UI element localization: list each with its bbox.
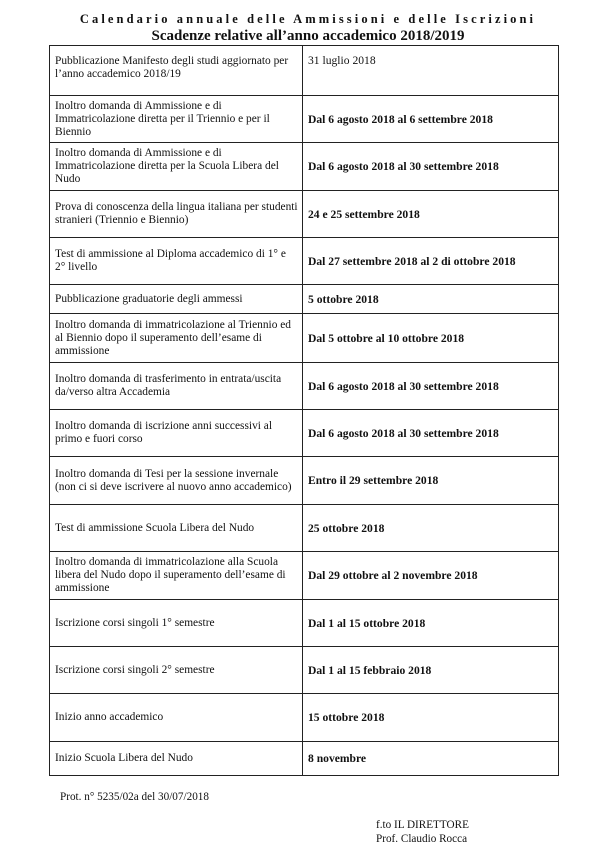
table-row xyxy=(50,742,559,776)
activity-cell: Inoltro domanda di Tesi per la sessione invernale (non ci si deve iscrivere al nuovo anno accademico) xyxy=(50,457,303,505)
table-row xyxy=(50,505,559,552)
table-row xyxy=(50,363,559,410)
activity-cell: Inoltro domanda di Ammissione e di Immatricolazione diretta per il Triennio e per il Biennio xyxy=(50,96,303,143)
activity-cell: Inizio Scuola Libera del Nudo xyxy=(50,742,303,776)
protocol-number: Prot. n° 5235/02a del 30/07/2018 xyxy=(60,791,209,803)
activity-cell: Inizio anno accademico xyxy=(50,694,303,742)
signature-title: f.to IL DIRETTORE xyxy=(376,819,469,831)
activity-cell: Inoltro domanda di Ammissione e di Immatricolazione diretta per la Scuola Libera del Nudo xyxy=(50,143,303,191)
table-row xyxy=(50,457,559,505)
activity-cell: Iscrizione corsi singoli 1° semestre xyxy=(50,600,303,647)
deadline-cell: Dal 5 ottobre al 10 ottobre 2018 xyxy=(303,314,559,363)
table-row xyxy=(50,314,559,363)
signature-block xyxy=(376,818,469,846)
deadline-cell: 8 novembre xyxy=(303,742,559,776)
table-row xyxy=(50,600,559,647)
table-row xyxy=(50,46,559,96)
table-row xyxy=(50,552,559,600)
activity-cell: Test di ammissione al Diploma accademico di 1° e 2° livello xyxy=(50,238,303,285)
table-row xyxy=(50,191,559,238)
deadlines-table xyxy=(49,45,559,776)
activity-cell: Test di ammissione Scuola Libera del Nudo xyxy=(50,505,303,552)
signature-name: Prof. Claudio Rocca xyxy=(376,833,468,845)
deadline-cell: 5 ottobre 2018 xyxy=(303,285,559,314)
deadline-cell: 15 ottobre 2018 xyxy=(303,694,559,742)
activity-cell: Inoltro domanda di trasferimento in entrata/uscita da/verso altra Accademia xyxy=(50,363,303,410)
deadline-cell: Dal 1 al 15 febbraio 2018 xyxy=(303,647,559,694)
table-row xyxy=(50,694,559,742)
deadline-cell: Dal 6 agosto 2018 al 30 settembre 2018 xyxy=(303,143,559,191)
deadline-cell: Dal 6 agosto 2018 al 6 settembre 2018 xyxy=(303,96,559,143)
activity-cell: Inoltro domanda di immatricolazione al Triennio ed al Biennio dopo il superamento dell’esame di ammissione xyxy=(50,314,303,363)
table-row xyxy=(50,96,559,143)
deadline-cell: Dal 27 settembre 2018 al 2 di ottobre 2018 xyxy=(303,238,559,285)
document-title: Calendario annuale delle Ammissioni e delle Iscrizioni xyxy=(79,12,537,26)
activity-cell: Iscrizione corsi singoli 2° semestre xyxy=(50,647,303,694)
table-row xyxy=(50,285,559,314)
activity-cell: Pubblicazione graduatorie degli ammessi xyxy=(50,285,303,314)
activity-cell: Prova di conoscenza della lingua italiana per studenti stranieri (Triennio e Biennio) xyxy=(50,191,303,238)
deadline-cell: 24 e 25 settembre 2018 xyxy=(303,191,559,238)
deadline-cell: Dal 1 al 15 ottobre 2018 xyxy=(303,600,559,647)
activity-cell: Inoltro domanda di iscrizione anni successivi al primo e fuori corso xyxy=(50,410,303,457)
deadline-cell: Dal 29 ottobre al 2 novembre 2018 xyxy=(303,552,559,600)
activity-cell: Inoltro domanda di immatricolazione alla Scuola libera del Nudo dopo il superamento dell’esame di ammissione xyxy=(50,552,303,600)
deadline-cell: 31 luglio 2018 xyxy=(303,46,559,96)
table-row xyxy=(50,410,559,457)
deadline-cell: Dal 6 agosto 2018 al 30 settembre 2018 xyxy=(303,410,559,457)
deadline-cell: Entro il 29 settembre 2018 xyxy=(303,457,559,505)
table-row xyxy=(50,238,559,285)
deadline-cell: Dal 6 agosto 2018 al 30 settembre 2018 xyxy=(303,363,559,410)
document-subtitle: Scadenze relative all’anno accademico 2018/2019 xyxy=(151,28,465,44)
deadline-cell: 25 ottobre 2018 xyxy=(303,505,559,552)
table-row xyxy=(50,647,559,694)
table-row xyxy=(50,143,559,191)
activity-cell: Pubblicazione Manifesto degli studi aggiornato per l’anno accademico 2018/19 xyxy=(50,46,303,96)
